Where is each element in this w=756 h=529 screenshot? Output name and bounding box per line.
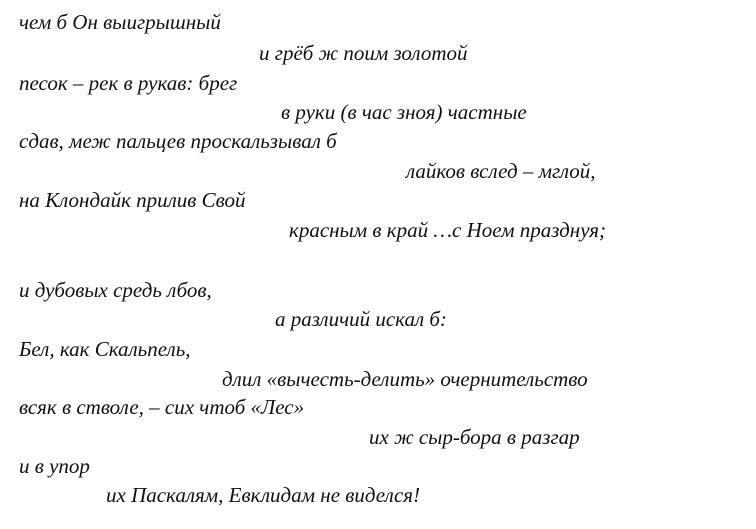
poem-line-15: и в упор: [19, 454, 90, 478]
poem-line-14: их ж сыр-бора в разгар: [369, 425, 580, 449]
poem-line-10: а различий искал б:: [275, 307, 447, 331]
poem-line-3: песок – рек в рукав: брег: [19, 71, 238, 95]
poem-line-5: сдав, меж пальцев проскальзывал б: [19, 129, 337, 153]
poem-line-1: чем б Он выигрышный: [19, 10, 221, 34]
poem-line-2: и грёб ж поим золотой: [259, 41, 468, 65]
poem-line-4: в руки (в час зноя) частные: [281, 100, 527, 124]
poem-line-7: на Клондайк прилив Свой: [19, 188, 246, 212]
poem-line-8: красным в край …с Ноем празднуя;: [289, 218, 606, 242]
poem-line-13: всяк в стволе, – сих чтоб «Лес»: [19, 395, 305, 419]
poem-line-12: длил «вычесть-делить» очернительство: [222, 367, 588, 391]
poem-line-9: и дубовых средь лбов,: [19, 278, 212, 302]
poem-line-11: Бел, как Скальпель,: [19, 337, 191, 361]
poem-line-6: лайков вслед – мглой,: [406, 159, 596, 183]
poem-line-16: их Паскалям, Евклидам не виделся!: [106, 483, 421, 507]
